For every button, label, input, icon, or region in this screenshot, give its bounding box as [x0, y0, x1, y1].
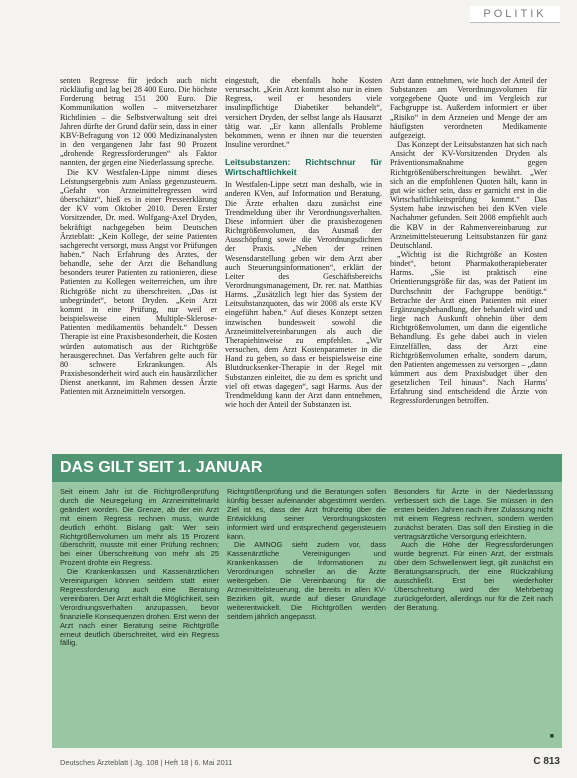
footer-source: Deutsches Ärzteblatt | Jg. 108 | Heft 18 | 6. Mai 2011	[60, 758, 233, 767]
info-box-paragraph: Die Krankenkassen und Kassenärztlichen Vereinigungen können seitdem statt einer Regressforderung auch eine Beratung vereinbaren. Der Arzt erhält die Möglichkeit, sein Verordnungsverhalten anzupassen, bevor finanzielle Konsequenzen drohen. Erst wenn der Arzt nach einer Beratung seine Richtgröße erneut deutlich überschreitet, wird ein Regress fällig.	[60, 567, 219, 648]
info-box-paragraph: Auch die Höhe der Regressforderungen wurde begrenzt. Für einen Arzt, der erstmals über dem Schwellenwert liegt, gilt zunächst ein Beratungsanspruch, der eine Rückzahlung ausschließt. Erst bei wiederholter Überschreitung wird der Mehrbetrag zurückgefordert, allerdings nur für die Zeit nach der Beratung.	[394, 540, 553, 612]
article-column	[225, 76, 382, 451]
page-number: C 813	[533, 756, 560, 767]
article-paragraph: Das Konzept der Leitsubstanzen hat sich nach Ansicht der KV-Vorsitzenden Dryden als Präventionsmaßnahme gegen Richtgrößenüberschreitungen bewährt. „Wer sich an die empfohlenen Quoten hält, kann in gut wie sicher sein, dass er garnicht erst in die Wirtschaftlichkeitsprüfung kommt.“ Das System habe inzwischen bei den KVen viele Nachahmer gefunden. Seit 2008 empfiehlt auch die KBV in der Rahmenvereinbarung zur Arzneimittelsteuerung Leitsubstanzen für ganz Deutschland.	[390, 140, 547, 250]
info-box-paragraph: Richtgrößenprüfung und die Beratungen sollen künftig besser aufeinander abgestimmt werden. Ziel ist es, dass der Arzt frühzeitig über die Entwicklung seiner Verordnungskosten informiert wird und entsprechend gegensteuern kann.	[227, 488, 386, 541]
info-box-paragraph: Seit einem Jahr ist die Richtgrößenprüfung durch die Neuregelung im Arzneimittelmarkt geändert worden. Die Grenze, ab der ein Arzt mit einem Regress rechnen muss, wurde deutlich erhöht. Bislang galt: Wer sein Richtgrößenvolumen um mehr als 15 Prozent überschritt, musste mit einer Prüfung rechnen; bei einer Überschreitung von mehr als 25 Prozent drohte ein Regress.	[60, 488, 219, 568]
info-box-paragraph: Die AMNOG sieht zudem vor, dass Kassenärztliche Vereinigungen und Krankenkassen die Informationen zu Verordnungen schneller an die Ärzte weitergeben. Die Vereinbarung für die Arzneimittelsteuerung, die bereits in allen KV-Bezirken gilt, wurde auf dieser Grundlage weiterentwickelt. Die Richtgrößen werden seitdem jährlich angepasst.	[227, 540, 386, 621]
article-paragraph: Arzt dann entnehmen, wie hoch der Anteil der Substanzen am Verordnungsvolumen für vorgegebene Quote und im Vergleich zur Fachgruppe ist. Außerdem informiert er über „Risiko“ in dem Arzneien und Menge der am häufigsten verordneten Medikamente aufgezeigt.	[390, 76, 547, 140]
page-footer	[60, 756, 560, 770]
article-paragraph: eingestuft, die ebenfalls hohe Kosten verursacht. „Kein Arzt kommt also nur in einen Regress, weil er besonders viele insulinpflichtige Diabetiker behandelt“, versichert Dryden, der selbst lange als Hausarzt tätig war. „Er kann allenfalls Probleme bekommen, wenn er ihnen nur die teuersten Insuline verordnet.“	[225, 76, 382, 150]
article-paragraph: „Wichtig ist die Richtgröße an Kosten bindet“, betont Pharmakotherapieberater Harms. „Sie ist praktisch eine Orientierungsgröße für das, was der Patient im Durchschnitt der Fachgruppe benötigt.“ Betrachte der Arzt einen Patienten mit einer Ergänzungsbehandlung, der behandelt wird und liege nach Auskunft ohnehin über dem Richtgrößenvolumen, um dann die eigentliche Behandlung. Es gehe dabei auch in vielen Einzelfällen, dass der Arzt eine Richtgrößenvolumen erhalte, sondern darum, den Patienten angemessen zu versorgen – „dann kümmert aus dem Praxisbudget über den gesetzlichen Teil hinaus“. Nach Harms' Erfahrung sind entscheidend die Ärzte von Regressforderungen betroffen.	[390, 249, 547, 406]
article-column	[60, 76, 217, 451]
article-paragraph: Die KV Westfalen-Lippe nimmt dieses Leistungsergebnis zum Anlass gegenzusteuern. „Gefahr von Arzneimittelregressen wird überschätzt“, hieß es in einer Presseerklärung der KV vom Oktober 2010. Deren Erster Vorsitzender, Dr. med. Wolfgang-Axel Dryden, bekräftigt nachgegeben beim Deutschen Ärzteblatt: „Kein Kollege, der seine Patienten sachgerecht versorgt, muss Angst vor Prüfungen haben.“ Nach Erfahrung des Arztes, der behandle, sehe der Arzt die Behandlung besonders teurer Patienten zu rationieren, diese Patienten zu Kollegen weiterreichen, um ihre Richtgröße nicht zu überschreiten. „Das ist unbegründet“, betont Dryden. „Kein Arzt kommt in eine Prüfung, nur weil er beispielsweise einen Multiple-Sklerose-Patienten medikamentös behandelt.“ Dessen Therapie ist eine Praxisbesonderheit, die Kosten würden automatisch aus der Richtgröße herausgerechnet. Das Verfahren gelte auch für 80 schwere Erkrankungen. Als Praxisbesonderheit wird auch ein hausärztlicher Dienst anerkannt, im Rahmen dessen Ärzte Patienten mit Arzneimitteln versorgen.	[60, 167, 217, 397]
info-box-columns	[52, 482, 562, 740]
article-paragraph: senten Regresse für jedoch auch nicht rückläufig und lag bei 28 400 Euro. Die höchste Forderung betrug 151 200 Euro. Die Kommunikation wollen – mitversetzbarer Richtlinien – die Selbstverwaltung seit drei Jahren dürfte der Grund dafür sein, dass in einer KBV-Befragung von 12 000 Medizinanalysten in den vergangenen Jahr fast 90 Prozent „drohende Regressforderungen“ als Faktor nannten, der gegen eine Niederlassung spreche.	[60, 76, 217, 168]
end-mark: ■	[549, 733, 554, 740]
info-box	[52, 454, 562, 748]
article-column	[390, 76, 547, 451]
article-paragraph: In Westfalen-Lippe setzt man deshalb, wie in anderen KVen, auf Information und Beratung. Die Ärzte erhalten dazu zunächst eine Trendmeldung über ihr Verordnungsverhalten. Diese informiert über die praxisbezogenen Richtgrößenvolumen, das Ausmaß der Ausschöpfung sowie die Verordnungsdichten der Praxis. „Neben der reinen Wesensdarstellung geben wir dem Arzt aber auch Steuerungsinformationen“, erklärt der Leiter des Geschäftsbereichs Verordnungsmanagement, Dr. rer. nat. Matthias Harms. „Zusätzlich legt hier das System der Leitsubstanzquoten, das wir 2008 als erste KV eingeführt haben.“ Auf dieses Konzept setzen inzwischen bundesweit sowohl die Arzneimittelvereinbarungen als auch die Therapiehinweise zu empfehlen. „Wir versuchen, dem Arzt Kostenparameter in die Hand zu geben, so dass er beispielsweise eine Blutdrucksenker-Therapie in der Regel mit Substanzen einleitet, die zu dem es spricht und viel oft etwas dagegen“, sagt Harms. Aus der Trendmeldung kann der Arzt dann entnehmen, wie hoch der Anteil der Substanzen ist.	[225, 180, 382, 409]
article-body	[60, 76, 548, 451]
info-box-column	[227, 488, 386, 740]
article-subheading: Leitsubstanzen: Richtschnur für Wirtschaftlichkeit	[225, 157, 382, 178]
info-box-column	[394, 488, 553, 740]
info-box-paragraph: Besonders für Ärzte in der Niederlassung verbessert sich die Lage. Sie müssen in den ersten beiden Jahren nach ihrer Zulassung nicht mit einem Regress rechnen, sondern werden zunächst beraten. Das soll den Einstieg in die vertragsärztliche Versorgung erleichtern.	[394, 488, 553, 541]
info-box-column	[60, 488, 219, 740]
info-box-title: DAS GILT SEIT 1. JANUAR	[52, 454, 562, 482]
section-rubric: POLITIK	[470, 6, 560, 23]
